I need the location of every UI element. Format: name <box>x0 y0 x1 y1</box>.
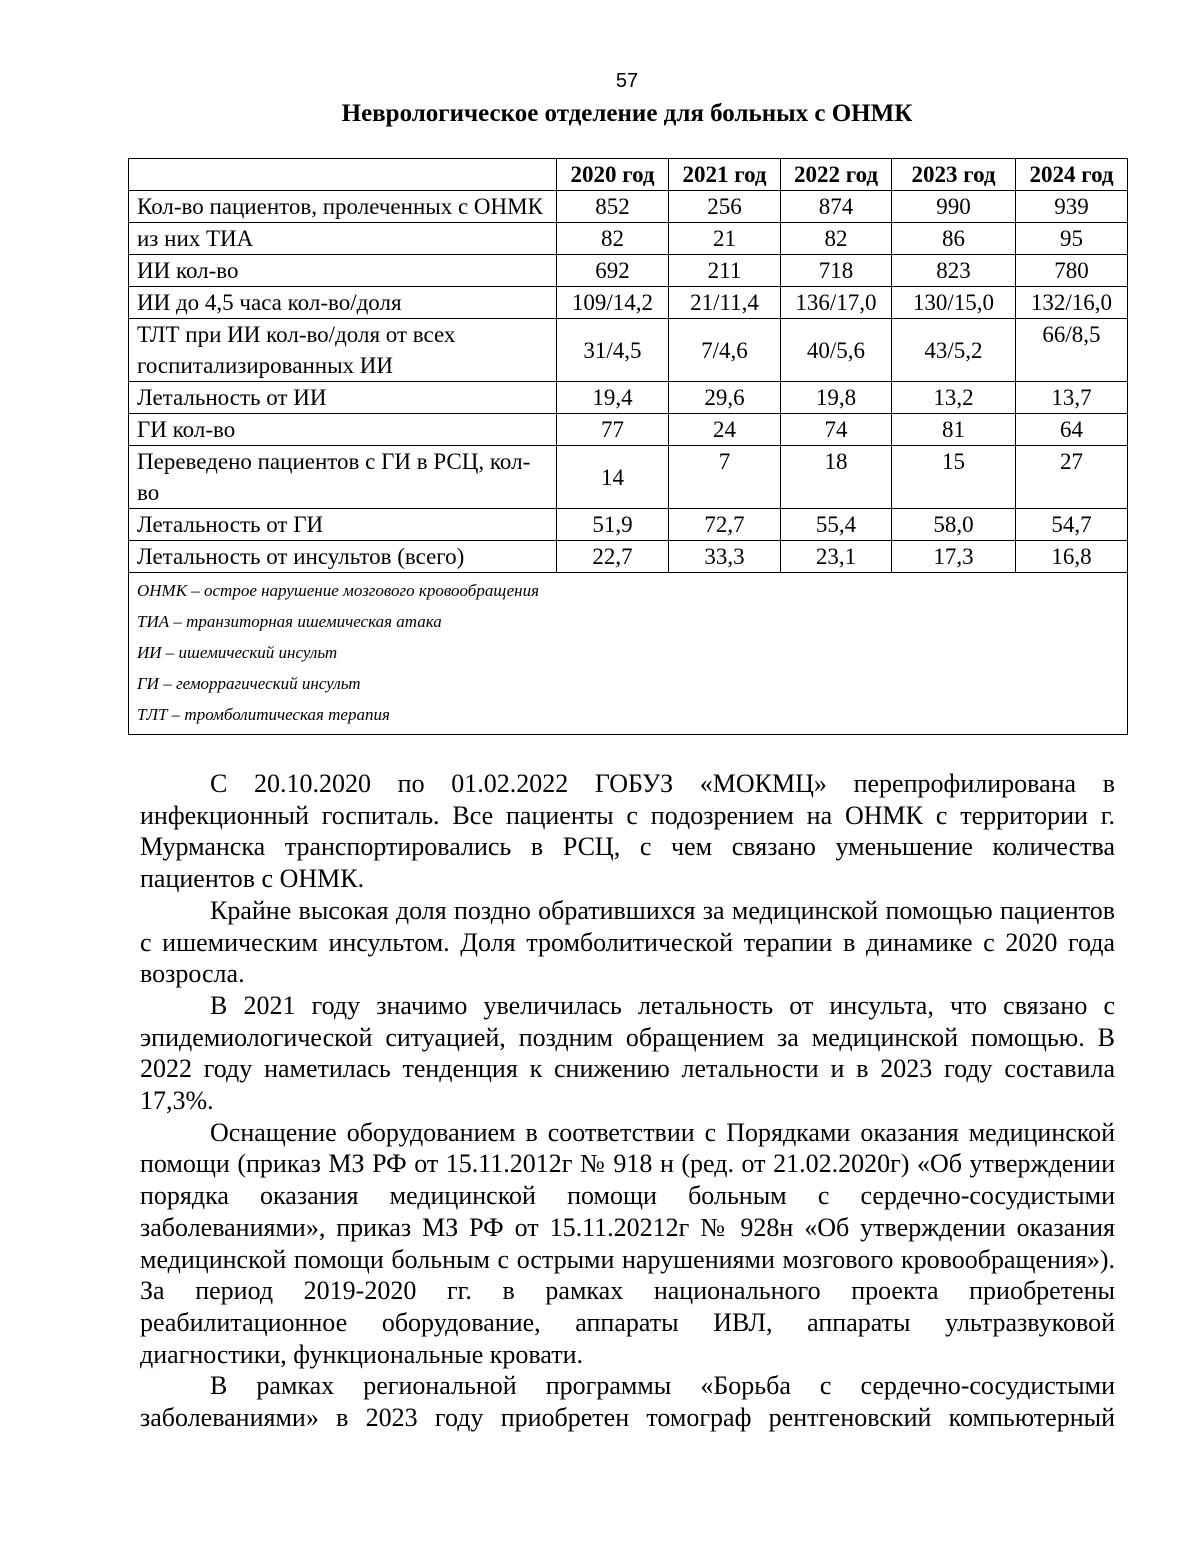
table-cell: 74 <box>781 414 892 446</box>
table-header-cell <box>129 159 557 191</box>
row-label: Летальность от ГИ <box>129 509 557 541</box>
table-cell: 19,8 <box>781 382 892 414</box>
row-label: из них ТИА <box>129 223 557 255</box>
table-cell: 990 <box>892 191 1016 223</box>
legend-item: ТЛТ – тромболитическая терапия <box>137 705 390 724</box>
legend-item: ГИ – геморрагический инсульт <box>137 674 361 693</box>
table-cell: 24 <box>669 414 781 446</box>
paragraph: Оснащение оборудованием в соответствии с Порядками оказания медицинской помощи (приказ МЗ РФ от 15.11.2012г № 918 н (ред. от 21.02.2020г) «Об утверждении порядка оказания медицинской помощи больным с сердечно-сосудистыми заболеваниями», приказ МЗ РФ от 15.11.20212г № 928н «Об утверждении оказания медицинской помощи больным с острыми нарушениями мозгового кровообращения»). За период 2019-2020 гг. в рамках национального проекта приобретены реабилитационное оборудование, аппараты ИВЛ, аппараты ультразвуковой диагностики, функциональные кровати. <box>140 1117 1115 1369</box>
table-row <box>129 414 1128 446</box>
table-cell: 132/16,0 <box>1016 287 1128 319</box>
table-row <box>129 446 1128 509</box>
table-cell: 718 <box>781 255 892 287</box>
table-cell: 23,1 <box>781 541 892 573</box>
table-cell: 13,2 <box>892 382 1016 414</box>
table-row <box>129 223 1128 255</box>
table-header-cell: 2022 год <box>781 159 892 191</box>
row-label: ГИ кол-во <box>129 414 557 446</box>
row-label: ИИ до 4,5 часа кол-во/доля <box>129 287 557 319</box>
table-row <box>129 191 1128 223</box>
table-cell: 51,9 <box>557 509 669 541</box>
table-cell: 21/11,4 <box>669 287 781 319</box>
table-header-cell: 2023 год <box>892 159 1016 191</box>
table-cell: 40/5,6 <box>781 319 892 382</box>
table-row <box>129 255 1128 287</box>
table-row <box>129 287 1128 319</box>
table-cell: 55,4 <box>781 509 892 541</box>
table-cell: 66/8,5 <box>1016 319 1128 382</box>
table-cell: 256 <box>669 191 781 223</box>
table-cell: 29,6 <box>669 382 781 414</box>
table-cell: 18 <box>781 446 892 509</box>
table-cell: 7 <box>669 446 781 509</box>
table-header-cell: 2020 год <box>557 159 669 191</box>
paragraph: С 20.10.2020 по 01.02.2022 ГОБУЗ «МОКМЦ» перепрофилирована в инфекционный госпиталь. Все пациенты с подозрением на ОНМК с территории г. Мурманска транспортировались в РСЦ, с чем связано уменьшение количества пациентов с ОНМК. <box>140 769 1115 894</box>
table-row <box>129 382 1128 414</box>
table-cell: 13,7 <box>1016 382 1128 414</box>
table-cell: 54,7 <box>1016 509 1128 541</box>
table-legend <box>129 573 1128 735</box>
paragraph: В 2021 году значимо увеличилась летальность от инсульта, что связано с эпидемиологической ситуацией, поздним обращением за медицинской помощью. В 2022 году наметилась тенденция к снижению летальности и в 2023 году составила 17,3%. <box>140 990 1115 1116</box>
table-cell: 211 <box>669 255 781 287</box>
paragraph: В рамках региональной программы «Борьба с сердечно-сосудистыми заболеваниями» в 2023 году приобретен томограф рентгеновский компьютерный <box>140 1371 1115 1433</box>
table-cell: 33,3 <box>669 541 781 573</box>
row-label: Кол-во пациентов, пролеченных с ОНМК <box>129 191 557 223</box>
table-cell: 823 <box>892 255 1016 287</box>
legend-item: ОНМК – острое нарушение мозгового кровообращения <box>137 581 539 600</box>
row-label: Переведено пациентов с ГИ в РСЦ, кол-во <box>129 446 557 509</box>
table-row <box>129 509 1128 541</box>
legend-item: ТИА – транзиторная ишемическая атака <box>137 612 442 631</box>
table-cell: 31/4,5 <box>557 319 669 382</box>
table-cell: 82 <box>781 223 892 255</box>
table-cell: 852 <box>557 191 669 223</box>
table-cell: 109/14,2 <box>557 287 669 319</box>
table-cell: 22,7 <box>557 541 669 573</box>
table-cell: 15 <box>892 446 1016 509</box>
table-cell: 82 <box>557 223 669 255</box>
table-cell: 136/17,0 <box>781 287 892 319</box>
table-cell: 780 <box>1016 255 1128 287</box>
table-cell: 17,3 <box>892 541 1016 573</box>
table-header-row <box>129 159 1128 191</box>
table-cell: 939 <box>1016 191 1128 223</box>
row-label: ИИ кол-во <box>129 255 557 287</box>
table-row <box>129 541 1128 573</box>
table-cell: 16,8 <box>1016 541 1128 573</box>
table-cell: 21 <box>669 223 781 255</box>
row-label: ТЛТ при ИИ кол-во/доля от всех госпитализированных ИИ <box>129 319 557 382</box>
table-legend-row <box>129 573 1128 735</box>
table-cell: 43/5,2 <box>892 319 1016 382</box>
table-cell: 19,4 <box>557 382 669 414</box>
table-header-cell: 2021 год <box>669 159 781 191</box>
statistics-table <box>128 158 1128 735</box>
table-cell: 27 <box>1016 446 1128 509</box>
table-cell: 86 <box>892 223 1016 255</box>
body-text <box>140 768 1115 1434</box>
row-label: Летальность от ИИ <box>129 382 557 414</box>
table-cell: 7/4,6 <box>669 319 781 382</box>
table-cell: 64 <box>1016 414 1128 446</box>
table-cell: 130/15,0 <box>892 287 1016 319</box>
table-cell: 77 <box>557 414 669 446</box>
table-header-cell: 2024 год <box>1016 159 1128 191</box>
table-cell: 72,7 <box>669 509 781 541</box>
table-cell: 874 <box>781 191 892 223</box>
table-cell: 81 <box>892 414 1016 446</box>
row-label: Летальность от инсультов (всего) <box>129 541 557 573</box>
paragraph: Крайне высокая доля поздно обратившихся за медицинской помощью пациентов с ишемическим инсультом. Доля тромболитической терапии в динамике с 2020 года возросла. <box>140 895 1115 989</box>
table-cell: 95 <box>1016 223 1128 255</box>
table-cell: 692 <box>557 255 669 287</box>
page-number: 57 <box>615 70 639 92</box>
table-cell: 58,0 <box>892 509 1016 541</box>
page-title: Неврологическое отделение для больных с ОНМК <box>341 100 913 127</box>
table-row <box>129 319 1128 382</box>
legend-item: ИИ – ишемический инсульт <box>137 643 338 662</box>
table-cell: 14 <box>557 446 669 509</box>
